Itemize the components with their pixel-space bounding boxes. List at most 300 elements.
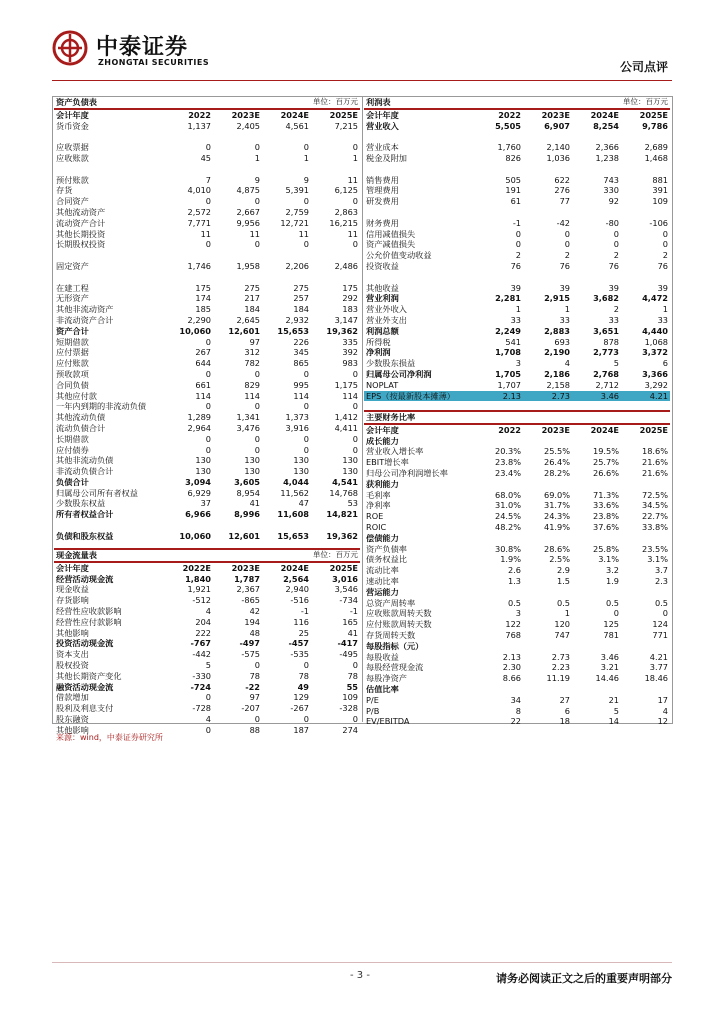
row-value: 0	[352, 368, 359, 379]
row-value: 0	[205, 692, 211, 703]
row-label: 预付账款	[56, 174, 89, 185]
row-value: 41	[249, 498, 260, 509]
row-value: 23.8%	[494, 457, 521, 468]
row-label: 货币资金	[56, 120, 89, 131]
row-value: 76	[657, 260, 669, 271]
footer-divider	[52, 962, 672, 963]
row-value: 5,391	[285, 185, 309, 196]
row-value: 1,341	[236, 412, 260, 423]
row-value: 2.6	[507, 565, 521, 576]
row-value: 4	[662, 705, 669, 716]
row-label: ROE	[366, 511, 384, 522]
row-value: 0	[613, 608, 619, 619]
row-value: 2,206	[285, 260, 309, 271]
row-value	[474, 436, 523, 447]
row-label	[54, 131, 164, 142]
row-value	[523, 164, 572, 175]
row-value: 14	[608, 716, 619, 727]
row-value: 3,651	[593, 325, 619, 336]
row-label: 短期借款	[56, 336, 89, 347]
row-value: 39	[608, 282, 619, 293]
row-value: 3,016	[332, 573, 359, 584]
row-value	[262, 131, 311, 142]
row-label: 其他长期资产变化	[56, 670, 122, 681]
row-value: 275	[244, 282, 260, 293]
row-label: 股利及利息支付	[56, 703, 114, 714]
table-row	[364, 544, 670, 555]
row-value: 0	[205, 368, 211, 379]
row-value: 72.5%	[642, 489, 669, 500]
row-label: 其他流动资产	[56, 206, 106, 217]
row-value	[311, 272, 360, 283]
row-value: 21	[608, 694, 619, 705]
row-value: 0	[205, 433, 211, 444]
row-value: 3.1%	[647, 554, 669, 565]
row-value	[262, 520, 311, 531]
row-value: 3.1%	[598, 554, 619, 565]
row-value: 23.5%	[642, 543, 669, 554]
row-value: 1	[515, 304, 521, 315]
row-value: 33	[608, 314, 619, 325]
row-value: 42	[249, 605, 260, 616]
table-row	[364, 695, 670, 706]
row-value: -417	[337, 638, 359, 649]
row-value: 0	[352, 196, 359, 207]
table-row	[364, 598, 670, 609]
row-value: 23.4%	[494, 467, 521, 478]
table-row	[54, 509, 360, 520]
row-value: 4,044	[283, 476, 309, 487]
row-value: 28.6%	[543, 543, 570, 554]
row-label: 在建工程	[56, 282, 89, 293]
row-value: 0	[662, 228, 669, 239]
row-value: 184	[293, 304, 309, 315]
row-value: 22	[510, 716, 521, 727]
row-value: 0	[352, 713, 359, 724]
row-value: 1,137	[187, 120, 211, 131]
row-label: 毛利率	[366, 489, 391, 500]
row-value: 2,405	[236, 120, 260, 131]
table-row	[54, 250, 360, 261]
table-row	[54, 638, 360, 649]
row-value: 6,966	[185, 509, 211, 520]
row-value: 2,572	[187, 206, 211, 217]
row-label: 财务费用	[366, 217, 399, 228]
row-value	[572, 533, 621, 544]
row-value: 0	[205, 142, 211, 153]
row-value: -207	[241, 703, 260, 714]
row-value: 267	[195, 347, 211, 358]
row-value	[572, 164, 621, 175]
row-value	[474, 587, 523, 598]
column-header-year: 2023E	[541, 424, 570, 435]
row-value: 292	[342, 293, 359, 304]
row-value: 2,883	[544, 325, 570, 336]
table-row	[54, 261, 360, 272]
row-value: 0	[303, 401, 309, 412]
row-label: 偿债能力	[366, 532, 399, 543]
row-value	[213, 131, 262, 142]
row-value: 3,366	[642, 368, 669, 379]
table-row	[364, 479, 670, 490]
row-value: 2.3	[654, 575, 669, 586]
row-label: P/B	[366, 705, 380, 716]
row-label: 应收账款周转天数	[366, 608, 432, 619]
row-value: 130	[244, 455, 260, 466]
row-value: 16,215	[329, 217, 359, 228]
row-value: 165	[342, 616, 359, 627]
row-value: 71.3%	[592, 489, 619, 500]
column-header-label: 会计年度	[56, 562, 89, 573]
row-value: 17	[657, 694, 669, 705]
row-label: 管理费用	[366, 185, 399, 196]
row-value: 0	[662, 239, 669, 250]
row-value: 184	[244, 304, 260, 315]
table-row	[364, 533, 670, 544]
row-value: 4	[205, 713, 211, 724]
row-label: 应付票据	[56, 347, 89, 358]
row-value: 1,036	[546, 152, 570, 163]
column-header-row	[364, 424, 670, 436]
table-row	[364, 706, 670, 717]
row-value: 1,958	[236, 260, 260, 271]
row-label: 流动比率	[366, 565, 399, 576]
row-value: -512	[192, 595, 211, 606]
row-value: 37	[200, 498, 211, 509]
table-row	[364, 250, 670, 261]
row-label: 存货	[56, 185, 73, 196]
column-header-year: 2024E	[280, 562, 309, 573]
table-row	[364, 436, 670, 447]
table-row	[54, 617, 360, 628]
table-row	[54, 218, 360, 229]
row-value: 0	[613, 239, 619, 250]
row-value: 505	[505, 174, 521, 185]
row-value: 68.0%	[494, 489, 521, 500]
row-value: 6,125	[334, 185, 359, 196]
row-value: 114	[342, 390, 359, 401]
row-value: 28.2%	[543, 467, 570, 478]
row-value: 222	[195, 627, 211, 638]
row-value: 0.5	[605, 597, 619, 608]
table-row	[364, 293, 670, 304]
row-value: 2	[613, 250, 619, 261]
table-row	[364, 283, 670, 294]
row-value: 5	[613, 358, 619, 369]
row-value	[213, 250, 262, 261]
table-row	[364, 239, 670, 250]
column-header-row	[364, 109, 670, 121]
row-value: 0	[303, 433, 309, 444]
row-value: 1.9%	[500, 554, 521, 565]
column-header-label: 会计年度	[366, 424, 399, 435]
row-value: 48	[249, 627, 260, 638]
row-value: 122	[505, 619, 521, 630]
row-value: 4,561	[285, 120, 309, 131]
row-label: EPS（按最新股本摊薄）	[364, 391, 474, 402]
row-label: 销售费用	[366, 174, 399, 185]
zhongtai-logo-icon	[52, 30, 88, 66]
table-row	[364, 358, 670, 369]
row-value	[213, 272, 262, 283]
row-label: 合同负债	[56, 379, 89, 390]
row-value	[164, 131, 213, 142]
row-value: 345	[293, 347, 309, 358]
row-value: 1,705	[495, 368, 521, 379]
row-value: 11,608	[277, 509, 309, 520]
row-value	[311, 520, 360, 531]
row-value: 3,094	[185, 476, 211, 487]
row-label: 资本支出	[56, 649, 89, 660]
row-value: 48.2%	[494, 521, 521, 532]
table-row	[54, 391, 360, 402]
row-value: 37.6%	[592, 521, 619, 532]
row-value: -267	[290, 703, 309, 714]
row-value: 2,564	[283, 573, 309, 584]
row-value: 3	[515, 358, 521, 369]
row-label: 经营性应付款影响	[56, 616, 122, 627]
row-value: 114	[293, 390, 309, 401]
table-row	[54, 455, 360, 466]
row-value: 78	[298, 670, 309, 681]
table-row	[364, 391, 670, 402]
row-value: -865	[241, 595, 260, 606]
table-row	[54, 358, 360, 369]
row-value: 23.8%	[592, 511, 619, 522]
column-header-label: 会计年度	[56, 109, 89, 120]
row-label: 营运能力	[366, 586, 399, 597]
row-value: 7,771	[187, 217, 211, 228]
row-value	[572, 479, 621, 490]
row-value: 2.13	[474, 391, 523, 402]
row-label: 其他影响	[56, 627, 89, 638]
row-label: 现金收益	[56, 584, 89, 595]
balance-sheet-table	[54, 97, 360, 542]
row-value	[572, 207, 621, 218]
row-value: 6,929	[187, 487, 211, 498]
row-label: P/E	[366, 694, 379, 705]
row-label: 存货周转天数	[366, 629, 416, 640]
cash-flow-table	[54, 548, 360, 736]
row-value: 0	[254, 401, 260, 412]
row-value: 2	[564, 250, 570, 261]
table-row	[364, 490, 670, 501]
row-value: 9,786	[642, 120, 669, 131]
row-value: -22	[245, 681, 260, 692]
row-value: 4.21	[621, 391, 670, 402]
table-row	[54, 584, 360, 595]
company-name-cn: 中泰证券	[96, 35, 189, 60]
row-value: 1	[662, 304, 669, 315]
row-value: 747	[554, 629, 570, 640]
column-header-year: 2025E	[639, 109, 669, 120]
row-value: 622	[554, 174, 570, 185]
row-value: 14,821	[326, 509, 359, 520]
row-label: 营业外收入	[366, 304, 407, 315]
row-value: 3,372	[642, 347, 669, 358]
row-value: 743	[603, 174, 619, 185]
row-value: 995	[293, 379, 309, 390]
column-header-year: 2023E	[541, 109, 570, 120]
table-row	[364, 716, 670, 727]
row-value: 18.46	[644, 673, 669, 684]
column-header-year: 2025E	[639, 424, 669, 435]
row-label: 融资活动现金流	[56, 681, 114, 692]
row-label: 借款增加	[56, 692, 89, 703]
row-value: 1,068	[644, 336, 669, 347]
row-value: 2	[613, 304, 619, 315]
row-value: 257	[293, 293, 309, 304]
row-value	[474, 533, 523, 544]
table-row	[364, 218, 670, 229]
row-value	[474, 272, 523, 283]
row-value: -42	[556, 217, 570, 228]
row-value: 693	[554, 336, 570, 347]
row-value: -575	[241, 649, 260, 660]
table-row	[54, 401, 360, 412]
row-value: 0	[254, 713, 260, 724]
row-label: EBIT增长率	[366, 457, 409, 468]
table-row	[54, 412, 360, 423]
column-header-year: 2022	[498, 109, 521, 120]
table-row	[54, 380, 360, 391]
row-value: 69.0%	[543, 489, 570, 500]
table-row	[364, 457, 670, 468]
row-value: 191	[505, 185, 521, 196]
row-value: 0	[254, 659, 260, 670]
row-label	[364, 164, 474, 175]
row-value	[621, 272, 670, 283]
row-value: 130	[342, 455, 359, 466]
row-label	[364, 131, 474, 142]
table-row	[364, 164, 670, 175]
row-value: 19,362	[326, 530, 359, 541]
row-value: 781	[603, 629, 619, 640]
row-value: 0	[303, 142, 309, 153]
row-value: 53	[347, 498, 359, 509]
row-label	[54, 272, 164, 283]
row-value: -535	[290, 649, 309, 660]
row-label: 负债和股东权益	[56, 530, 114, 541]
row-value	[572, 272, 621, 283]
row-label: 净利润	[366, 347, 391, 358]
table-row	[364, 326, 670, 337]
row-label	[54, 250, 164, 261]
row-label: 应收票据	[56, 142, 89, 153]
row-value: 21.6%	[642, 467, 669, 478]
row-value: 275	[293, 282, 309, 293]
row-value: 2.73	[551, 651, 570, 662]
row-value: -497	[239, 638, 260, 649]
row-value: -734	[339, 595, 359, 606]
row-value: -724	[190, 681, 211, 692]
row-value: 2,689	[644, 142, 669, 153]
row-value: 1,921	[187, 584, 211, 595]
table-row	[54, 293, 360, 304]
page-header	[0, 0, 724, 90]
row-label: 每股经营现金流	[366, 662, 424, 673]
table-row	[364, 347, 670, 358]
row-label: 获利能力	[366, 478, 399, 489]
table-row	[54, 315, 360, 326]
row-label: 应付账款周转天数	[366, 619, 432, 630]
row-value: 45	[200, 152, 211, 163]
table-row	[54, 520, 360, 531]
row-value: 6,907	[544, 120, 570, 131]
row-value: 2,759	[285, 206, 309, 217]
row-value: 1,175	[334, 379, 359, 390]
row-label: ROIC	[366, 521, 387, 532]
source-note: 来源：wind，中泰证券研究所	[56, 733, 163, 742]
row-value: 0	[515, 228, 521, 239]
table-row	[54, 434, 360, 445]
row-value: 12,601	[228, 325, 260, 336]
row-value: 183	[342, 304, 359, 315]
row-label: 所有者权益合计	[56, 509, 114, 520]
row-label: 估值比率	[366, 683, 399, 694]
row-value: 61	[510, 196, 521, 207]
column-header-year: 2025E	[329, 109, 359, 120]
row-value: 0	[254, 444, 260, 455]
table-row	[364, 131, 670, 142]
document-type: 公司点评	[619, 60, 668, 74]
row-label: 其他长期投资	[56, 228, 106, 239]
row-label: 经营性应收款影响	[56, 605, 122, 616]
column-header-year: 2025E	[329, 562, 359, 573]
row-value: 0	[303, 659, 309, 670]
row-value: 9,956	[236, 217, 260, 228]
header-divider	[52, 80, 672, 81]
row-label: 存货影响	[56, 595, 89, 606]
row-label	[364, 207, 474, 218]
row-value: 0	[352, 239, 359, 250]
table-row	[54, 142, 360, 153]
row-value: 25	[298, 627, 309, 638]
row-value	[621, 684, 670, 695]
row-value: 2,667	[236, 206, 260, 217]
row-value: 1	[303, 152, 309, 163]
row-value: 2.13	[502, 651, 521, 662]
row-label: 合同资产	[56, 196, 89, 207]
table-row	[54, 445, 360, 456]
table-row	[54, 337, 360, 348]
row-value: 226	[293, 336, 309, 347]
row-label: 投资收益	[366, 260, 399, 271]
column-header-year: 2022	[498, 424, 521, 435]
row-value	[474, 207, 523, 218]
table-row	[54, 304, 360, 315]
row-value: 4,541	[332, 476, 359, 487]
table-row	[364, 468, 670, 479]
row-value: 116	[293, 616, 309, 627]
row-label: 营业收入增长率	[366, 446, 424, 457]
row-value: 0	[205, 401, 211, 412]
table-row	[54, 131, 360, 142]
table-row	[364, 153, 670, 164]
table-row	[364, 576, 670, 587]
row-value: 97	[249, 692, 260, 703]
row-value: 130	[195, 455, 211, 466]
row-label: 应付账款	[56, 358, 89, 369]
row-value	[523, 436, 572, 447]
row-value: 0	[254, 239, 260, 250]
row-value	[572, 641, 621, 652]
row-value: 15,653	[277, 530, 309, 541]
row-label: EV/EBITDA	[366, 716, 410, 727]
row-value	[572, 131, 621, 142]
row-value: 120	[554, 619, 570, 630]
row-value: 11.19	[546, 673, 570, 684]
